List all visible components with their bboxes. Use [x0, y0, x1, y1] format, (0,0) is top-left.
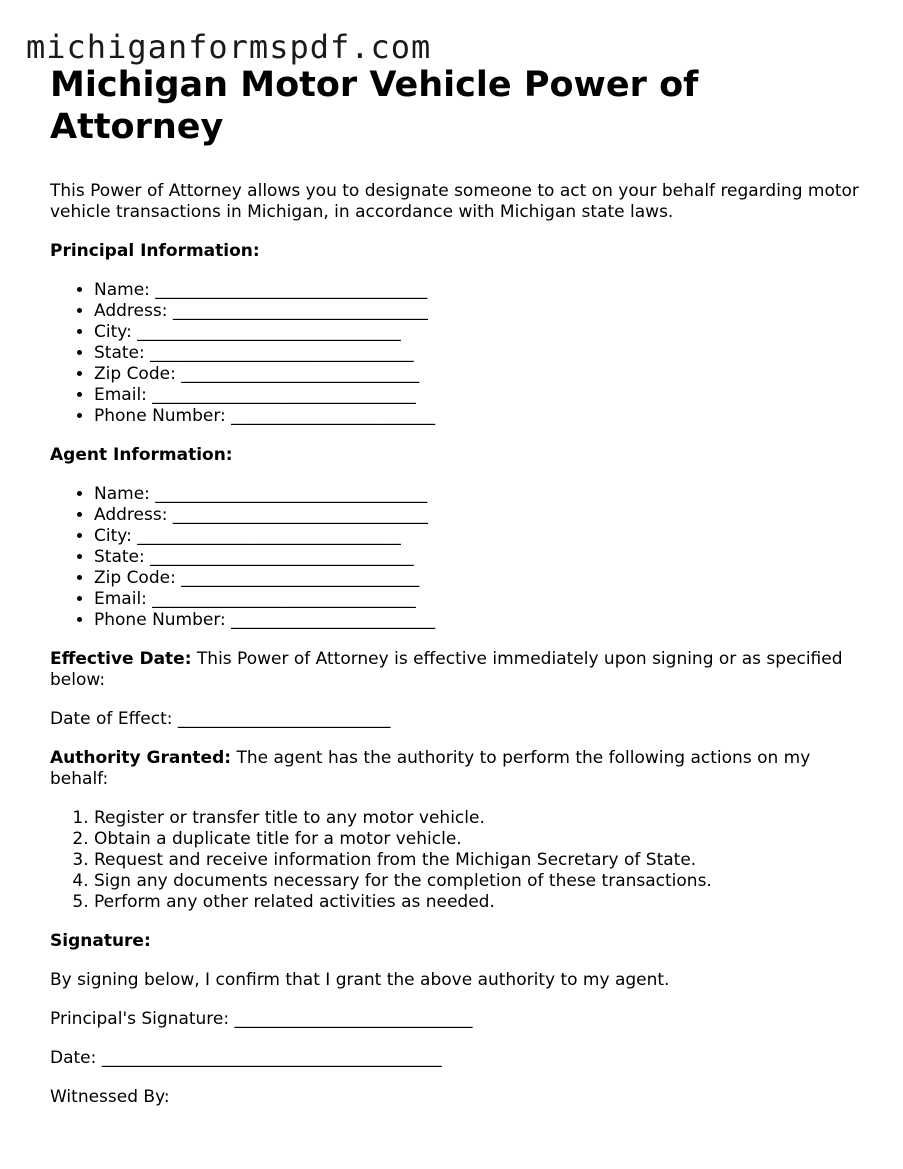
effective-date-label: Effective Date: — [50, 649, 192, 669]
authority-label: Authority Granted: — [50, 748, 232, 768]
principal-address-field: • Address: ______________________________ — [94, 301, 870, 322]
authority-item: 1. Register or transfer title to any motor vehicle. — [94, 808, 870, 829]
principal-name-field: • Name: ________________________________ — [94, 280, 870, 301]
agent-email-field: • Email: _______________________________ — [94, 589, 870, 610]
authority-item: 2. Obtain a duplicate title for a motor vehicle. — [94, 829, 870, 850]
watermark-site: michiganformspdf.com — [26, 28, 432, 66]
agent-fields-list — [50, 484, 870, 631]
authority-paragraph — [50, 748, 870, 790]
principal-zip-field: • Zip Code: ____________________________ — [94, 364, 870, 385]
agent-phone-field: • Phone Number: ________________________ — [94, 610, 870, 631]
agent-name-field: • Name: ________________________________ — [94, 484, 870, 505]
date-of-effect-line: Date of Effect: _________________________ — [50, 709, 391, 729]
effective-date-paragraph — [50, 649, 870, 691]
principal-email-field: • Email: _______________________________ — [94, 385, 870, 406]
witnessed-by-label: Witnessed By: — [50, 1087, 170, 1107]
principal-fields-list — [50, 280, 870, 427]
agent-heading: Agent Information: — [50, 445, 233, 465]
agent-state-field: • State: _______________________________ — [94, 547, 870, 568]
principal-heading: Principal Information: — [50, 241, 260, 261]
authority-item: 4. Sign any documents necessary for the completion of these transactions. — [94, 871, 870, 892]
principal-state-field: • State: _______________________________ — [94, 343, 870, 364]
agent-zip-field: • Zip Code: ____________________________ — [94, 568, 870, 589]
signature-heading: Signature: — [50, 931, 151, 951]
authority-list — [50, 808, 870, 913]
authority-item: 5. Perform any other related activities as needed. — [94, 892, 870, 913]
document-title: Michigan Motor Vehicle Power of Attorney — [50, 65, 699, 147]
effective-date-text: This Power of Attorney is effective immediately upon signing or as specified below: — [50, 649, 843, 690]
intro-paragraph: This Power of Attorney allows you to designate someone to act on your behalf regarding motor vehicle transactions in Michigan, in accordance with Michigan state laws. — [50, 181, 859, 222]
document-body — [50, 64, 870, 1108]
authority-item: 3. Request and receive information from the Michigan Secretary of State. — [94, 850, 870, 871]
principal-phone-field: • Phone Number: ________________________ — [94, 406, 870, 427]
agent-city-field: • City: _______________________________ — [94, 526, 870, 547]
authority-text: The agent has the authority to perform the following actions on my behalf: — [50, 748, 811, 789]
agent-address-field: • Address: ______________________________ — [94, 505, 870, 526]
signature-statement: By signing below, I confirm that I grant the above authority to my agent. — [50, 970, 670, 990]
principal-city-field: • City: _______________________________ — [94, 322, 870, 343]
signature-date-line: Date: ________________________________________ — [50, 1048, 442, 1068]
principal-signature-line: Principal's Signature: ____________________________ — [50, 1009, 473, 1029]
